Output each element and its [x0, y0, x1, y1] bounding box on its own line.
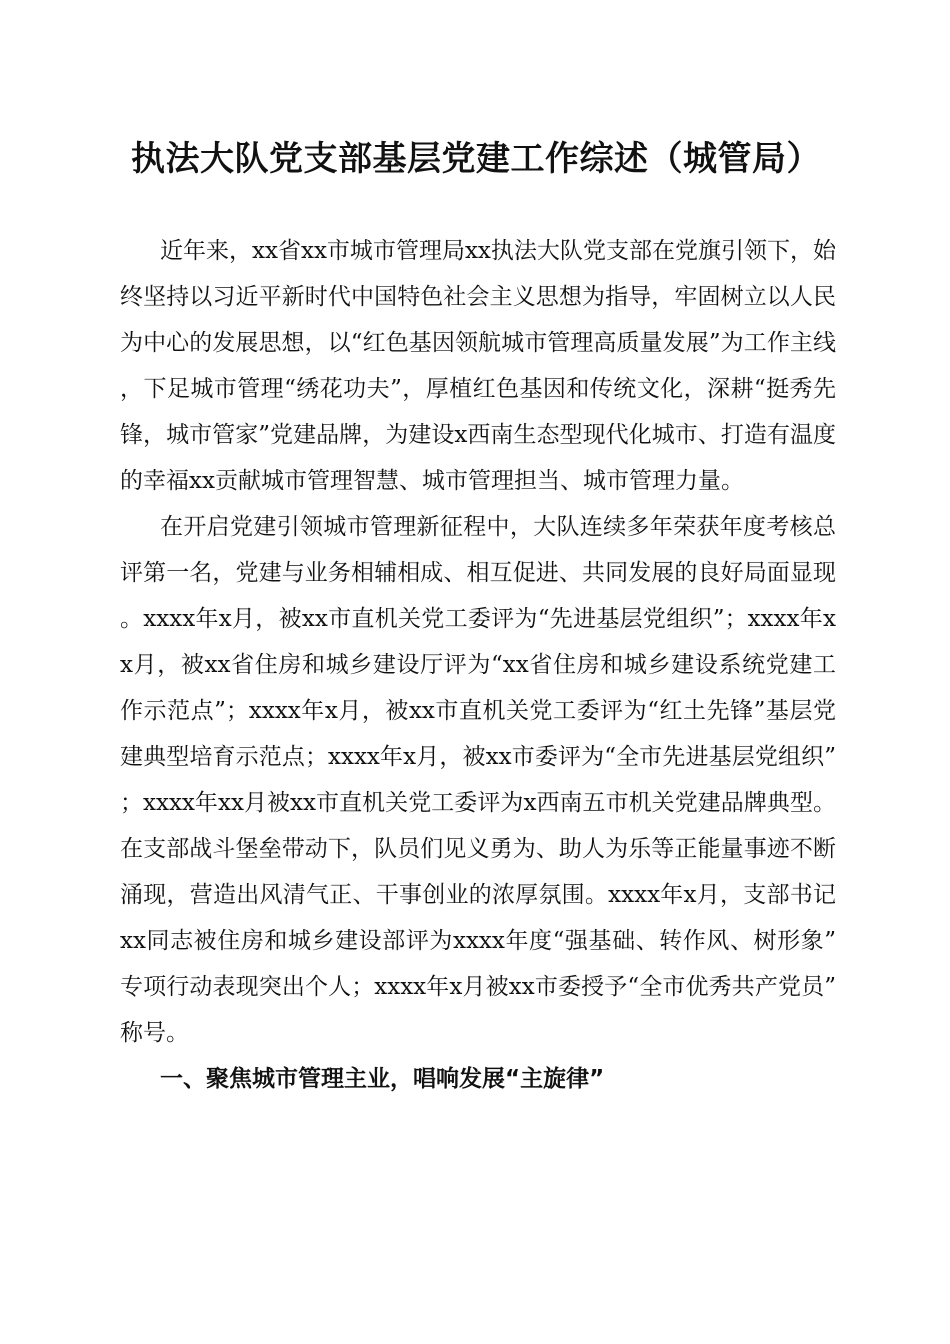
paragraph-achievements: 在开启党建引领城市管理新征程中，大队连续多年荣获年度考核总评第一名，党建与业务相辅相成、相互促进、共同发展的良好局面显现。xxxx年x月，被xx市直机关党工委评为“先进基层党组织”；xxxx年xx月，被xx省住房和城乡建设厅评为“xx省住房和城乡建设系统党建工作示范点”；xxxx年x月，被xx市直机关党工委评为“红土先锋”基层党建典型培育示范点；xxxx年x月，被xx市委评为“全市先进基层党组织”；xxxx年xx月被xx市直机关党工委评为x西南五市机关党建品牌典型。在支部战斗堡垒带动下，队员们见义勇为、助人为乐等正能量事迹不断涌现，营造出风清气正、干事创业的浓厚氛围。xxxx年x月，支部书记xx同志被住房和城乡建设部评为xxxx年度“强基础、转作风、树形象”专项行动表现突出个人；xxxx年x月被xx市委授予“全市优秀共产党员”称号。 — [120, 514, 836, 1046]
document-title: 执法大队党支部基层党建工作综述（城管局） — [131, 139, 821, 179]
paragraph-intro: 近年来，xx省xx市城市管理局xx执法大队党支部在党旗引领下，始终坚持以习近平新时代中国特色社会主义思想为指导，牢固树立以人民为中心的发展思想，以“红色基因领航城市管理高质量发展”为工作主线，下足城市管理“绣花功夫”，厚植红色基因和传统文化，深耕“挺秀先锋，城市管家”党建品牌，为建设x西南生态型现代化城市、打造有温度的幸福xx贡献城市管理智慧、城市管理担当、城市管理力量。 — [120, 238, 836, 494]
section-heading: 一、聚焦城市管理主业，唱响发展“主旋律” — [160, 1066, 605, 1092]
document-body — [120, 228, 836, 1102]
